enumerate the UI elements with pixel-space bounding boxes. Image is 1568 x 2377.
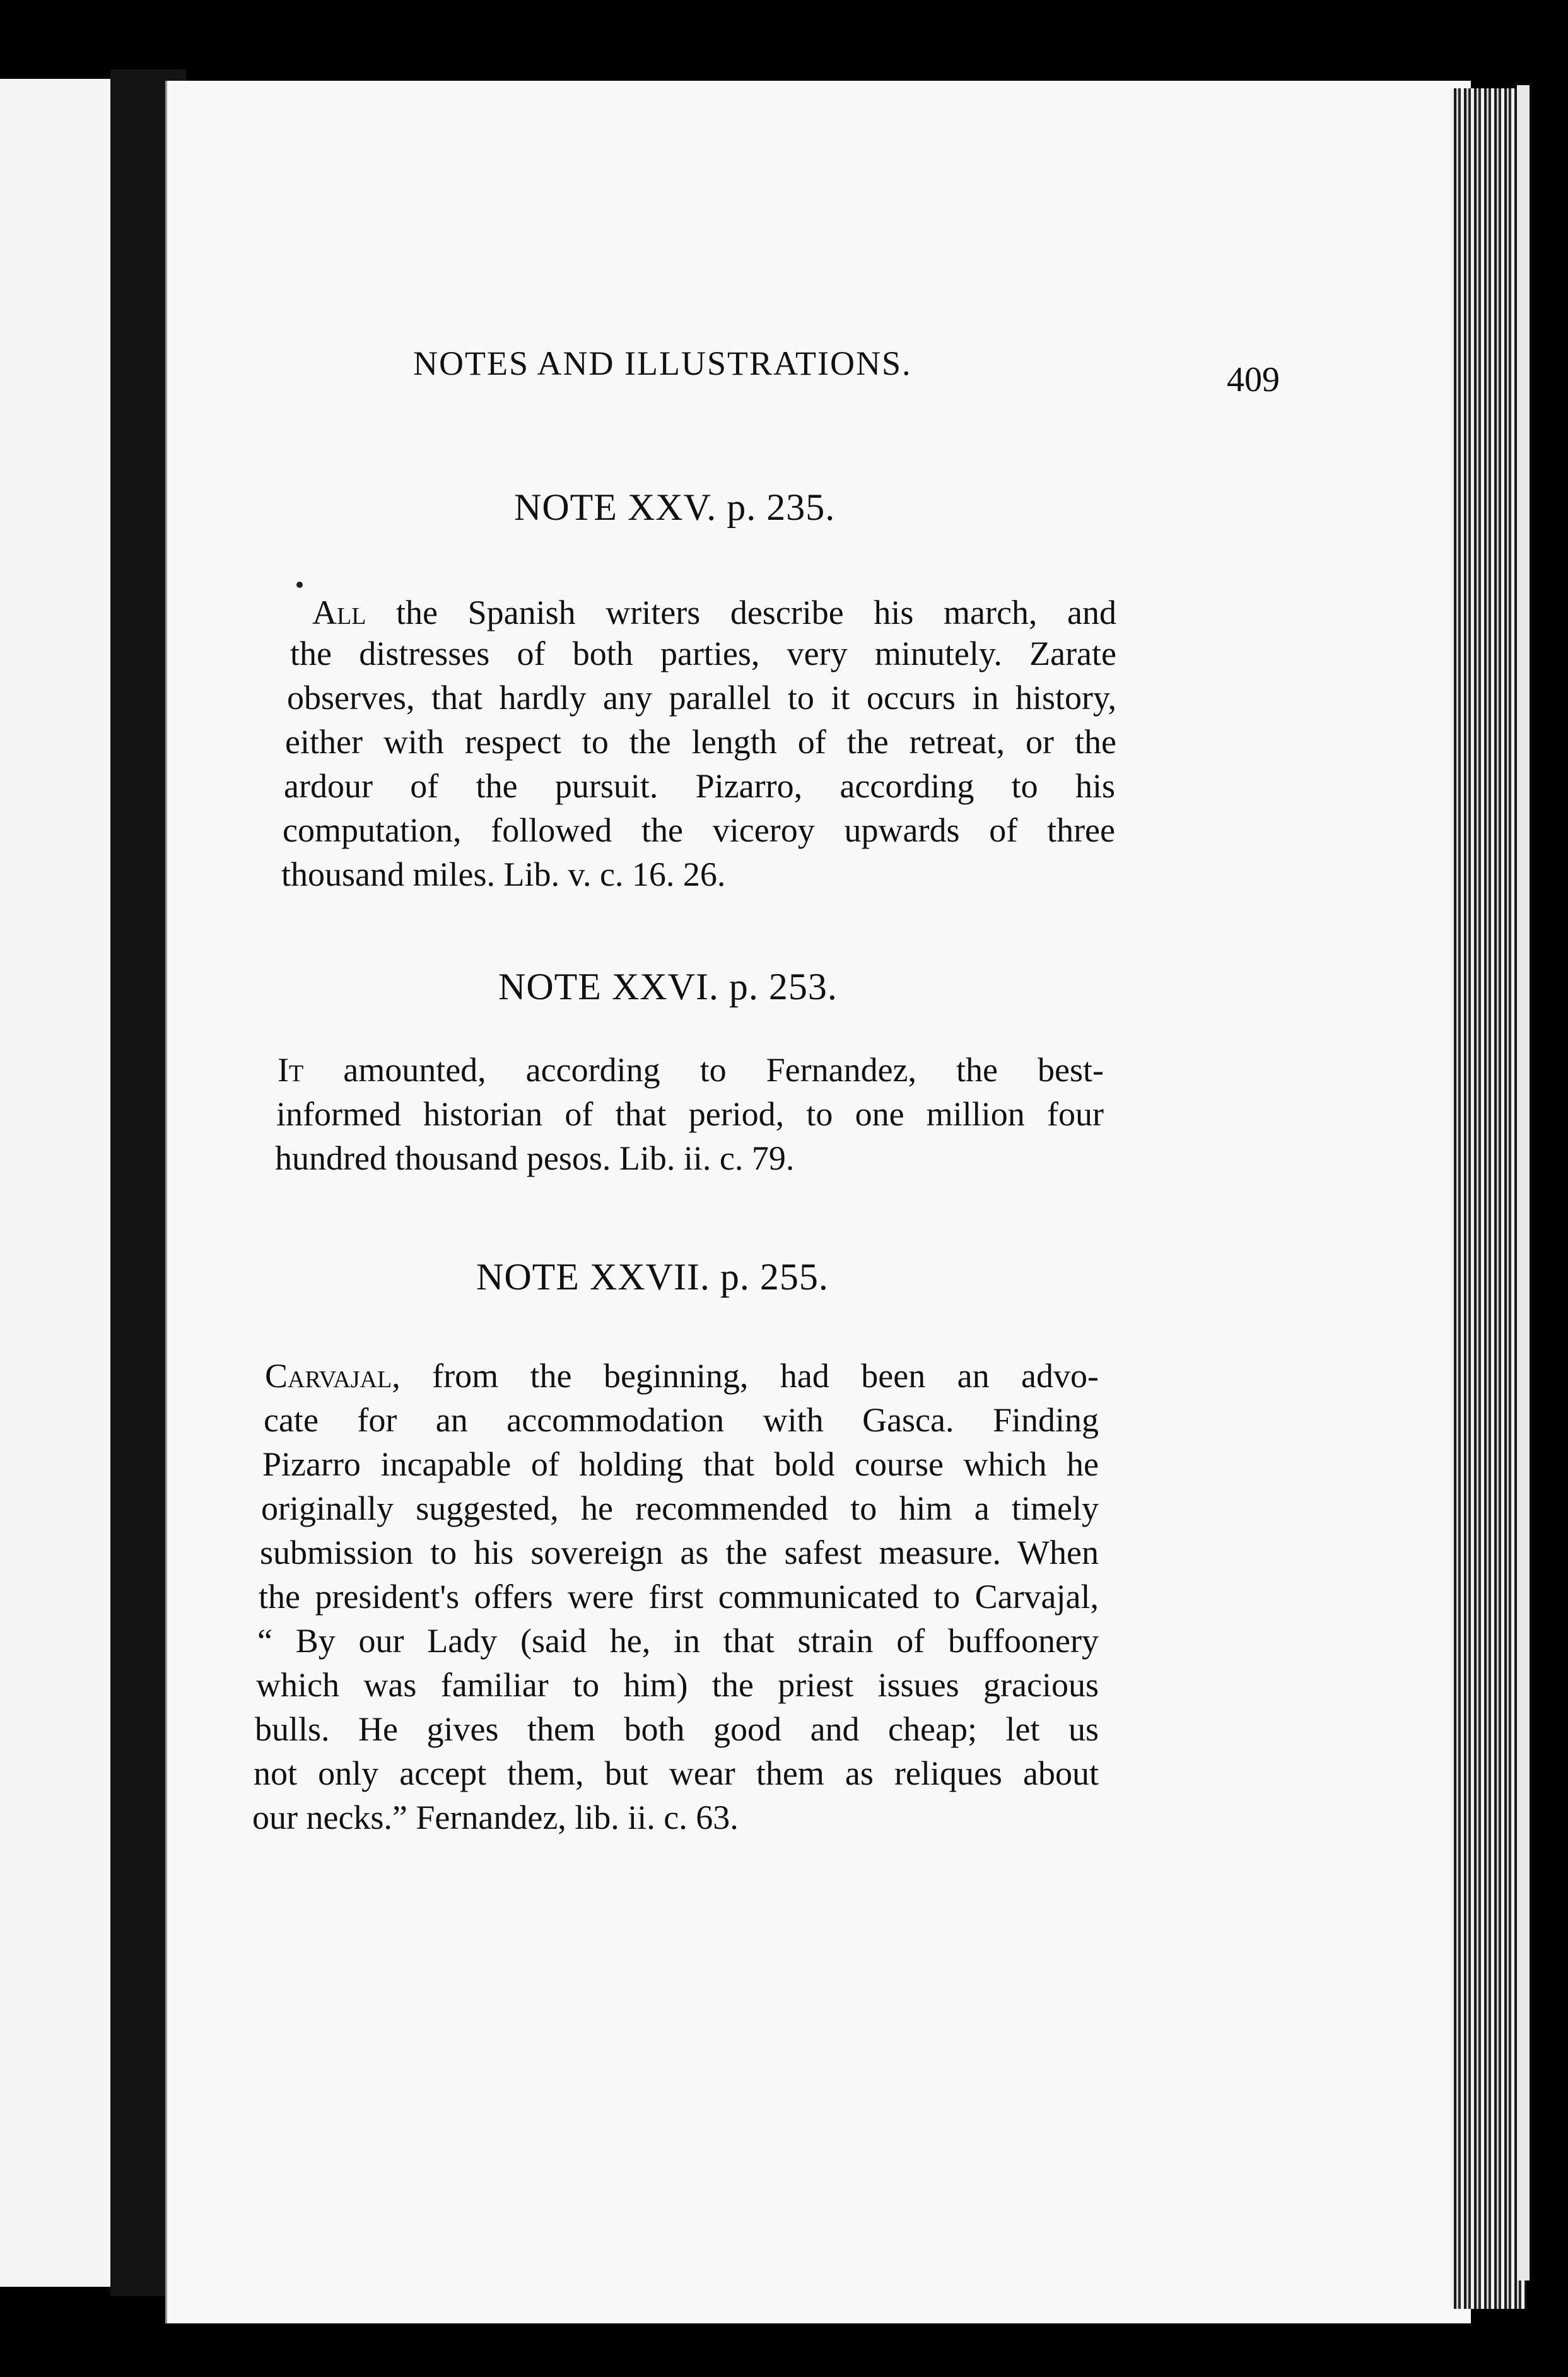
note-text-line: observes, that hardly any parallel to it occurs in history, xyxy=(287,679,1116,717)
note-text-line: submission to his sovereign as the safest measure. When xyxy=(260,1534,1099,1571)
note-heading: NOTE XXV. p. 235. xyxy=(514,486,836,528)
note-text-line: which was familiar to him) the priest issues gracious xyxy=(256,1666,1099,1704)
note-heading: NOTE XXVII. p. 255. xyxy=(476,1256,829,1298)
running-head: NOTES AND ILLUSTRATIONS. xyxy=(413,344,912,382)
note-text-line: thousand miles. Lib. v. c. 16. 26. xyxy=(281,855,726,893)
note-text-segment: the Spanish writers describe his march, and xyxy=(366,594,1116,631)
note-text-line xyxy=(265,1356,1099,1395)
note-text-line: “ By our Lady (said he, in that strain of buffoonery xyxy=(257,1622,1099,1660)
page-edge-highlight xyxy=(1517,85,1530,2280)
note-text-line: cate for an accommodation with Gasca. Finding xyxy=(264,1401,1099,1439)
page-number: 409 xyxy=(1227,360,1280,399)
bullet-mark-icon xyxy=(296,582,303,588)
note-text-line xyxy=(278,1050,1104,1089)
note-text-line: bulls. He gives them both good and cheap; let us xyxy=(255,1710,1099,1748)
note-text-line: computation, followed the viceroy upwards of three xyxy=(283,811,1115,849)
note-heading: NOTE XXVI. p. 253. xyxy=(498,966,838,1007)
note-text-segment: , from the beginning, had been an advo- xyxy=(392,1357,1099,1395)
note-lead-word: All xyxy=(312,594,366,631)
note-text-segment: amounted, according to Fernandez, the best- xyxy=(303,1051,1104,1089)
note-text-line: hundred thousand pesos. Lib. ii. c. 79. xyxy=(275,1139,795,1177)
note-text-line xyxy=(312,593,1116,632)
note-text-line: either with respect to the length of the retreat, or the xyxy=(285,723,1116,761)
note-text-line: the distresses of both parties, very minutely. Zarate xyxy=(290,635,1116,672)
note-text-line: originally suggested, he recommended to him a timely xyxy=(261,1489,1099,1527)
note-text-line: not only accept them, but wear them as reliques about xyxy=(254,1754,1099,1792)
note-text-line: our necks.” Fernandez, lib. ii. c. 63. xyxy=(252,1799,739,1836)
note-text-line: ardour of the pursuit. Pizarro, according to his xyxy=(284,767,1115,805)
note-text-line: Pizarro incapable of holding that bold course which he xyxy=(262,1445,1099,1483)
note-text-line: informed historian of that period, to one million four xyxy=(276,1095,1104,1133)
page-edges xyxy=(1451,88,1526,2309)
note-lead-word: Carvajal xyxy=(265,1357,392,1395)
note-text-line: the president's offers were first communicated to Carvajal, xyxy=(259,1578,1099,1616)
book-page xyxy=(165,81,1471,2323)
note-lead-word: It xyxy=(278,1051,304,1089)
